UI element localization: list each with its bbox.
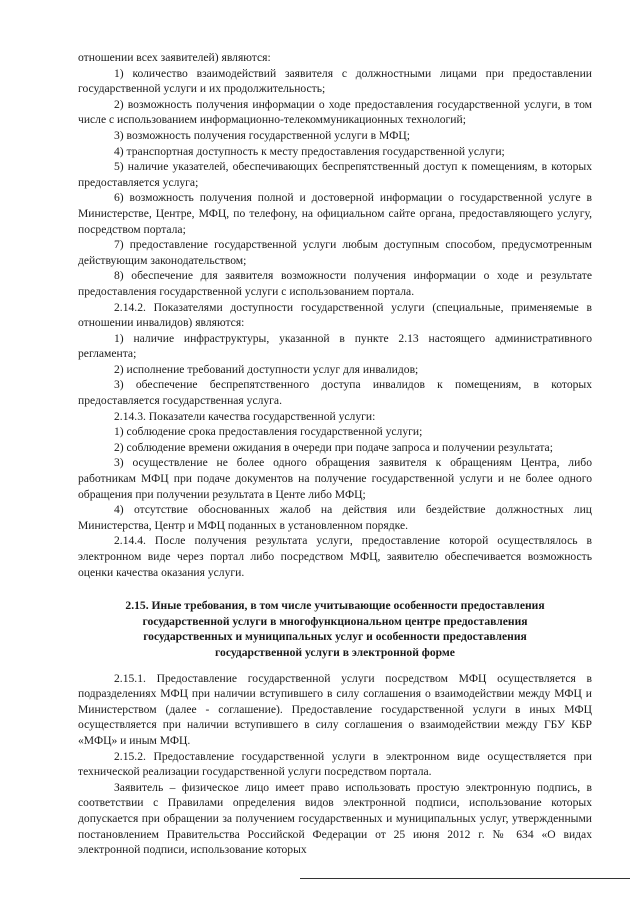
section-heading-2-15	[78, 598, 592, 660]
paragraph: Заявитель – физическое лицо имеет право использовать простую электронную подпись, в соответствии с Правилами определения видов электронной подписи, использование которых допускается при обращении за получением государственных и муниципальных услуг, утвержденными постановлением Правительства Российской Федерации от 25 июня 2012 г. № 634 «О видах электронной подписи, использование которых	[78, 780, 592, 857]
section-2-15-paragraphs	[78, 671, 592, 858]
paragraph: 6) возможность получения полной и достоверной информации о государственной услуге в Министерстве, Центре, МФЦ, по телефону, на официальном сайте органа, предоставляющего услугу, посредством портала;	[78, 191, 592, 236]
heading-line: государственных и муниципальных услуг и особенности предоставления	[143, 630, 527, 644]
paragraph: 3) обеспечение беспрепятственного доступа инвалидов к помещениям, в которых предоставляется государственная услуга.	[78, 378, 592, 408]
paragraph: 2.15.1. Предоставление государственной услуги посредством МФЦ осуществляется в подразделениях МФЦ при наличии вступившего в силу соглашения о взаимодействии между МФЦ и Министерством (далее - соглашение). Предоставление государственной услуги в иных МФЦ осуществляется при наличии вступившего в силу соглашения о взаимодействии между ГБУ КБР «МФЦ» и иным МФЦ.	[78, 671, 592, 747]
paragraph: 2.14.4. После получения результата услуги, предоставление которой осуществлялось в электронном виде через портал либо посредством МФЦ, заявителю обеспечивается возможность оценки качества оказания услуги.	[78, 534, 592, 579]
paragraph: 7) предоставление государственной услуги любым доступным способом, предусмотренным действующим законодательством;	[78, 238, 592, 267]
paragraph: 2.14.3. Показатели качества государственной услуги:	[114, 409, 376, 423]
heading-line: государственной услуги в многофункциональном центре предоставления	[142, 614, 528, 628]
section-2-14-paragraphs	[78, 50, 592, 580]
paragraph: 5) наличие указателей, обеспечивающих беспрепятственный доступ к помещениям, в которых предоставляется услуга;	[78, 160, 592, 189]
paragraph: 8) обеспечение для заявителя возможности получения информации о ходе и результате предоставления государственной услуги с использованием портала.	[78, 269, 592, 298]
paragraph: 2) исполнение требований доступности услуг для инвалидов;	[114, 362, 419, 376]
document-page	[78, 50, 592, 858]
paragraph: 2.14.2. Показателями доступности государственной услуги (специальные, применяемые в отношении инвалидов) являются:	[78, 300, 592, 330]
heading-line: государственной услуги в электронной форме	[215, 645, 455, 659]
paragraph: 2) возможность получения информации о ходе предоставления государственной услуги, в том числе с использованием информационно-телекоммуникационных технологий;	[78, 97, 592, 127]
paragraph: 4) транспортная доступность к месту предоставления государственной услуги;	[114, 144, 505, 158]
paragraph: 3) возможность получения государственной услуги в МФЦ;	[114, 128, 410, 142]
paragraph: 1) соблюдение срока предоставления государственной услуги;	[114, 425, 423, 439]
paragraph: 2) соблюдение времени ожидания в очереди при подаче запроса и получении результата;	[114, 440, 553, 454]
paragraph: 2.15.2. Предоставление государственной услуги в электронном виде осуществляется при технической реализации государственной услуги посредством портала.	[78, 749, 592, 779]
page-bottom-rule	[300, 878, 630, 879]
paragraph: 1) количество взаимодействий заявителя с должностными лицами при предоставлении государственной услуги и их продолжительность;	[78, 66, 592, 96]
paragraph: 1) наличие инфраструктуры, указанной в пункте 2.13 настоящего административного регламента;	[78, 331, 592, 361]
paragraph: 4) отсутствие обоснованных жалоб на действия или бездействие должностных лиц Министерства, Центр и МФЦ поданных в установленном порядке.	[78, 503, 592, 532]
heading-line: 2.15. Иные требования, в том числе учитывающие особенности предоставления	[125, 599, 545, 613]
paragraph: отношении всех заявителей) являются:	[78, 51, 271, 64]
paragraph: 3) осуществление не более одного обращения заявителя к обращениям Центра, либо работникам МФЦ при подаче документов на получение государственной услуги и не более одного обращения при получении результата в Центе либо МФЦ;	[78, 456, 592, 501]
